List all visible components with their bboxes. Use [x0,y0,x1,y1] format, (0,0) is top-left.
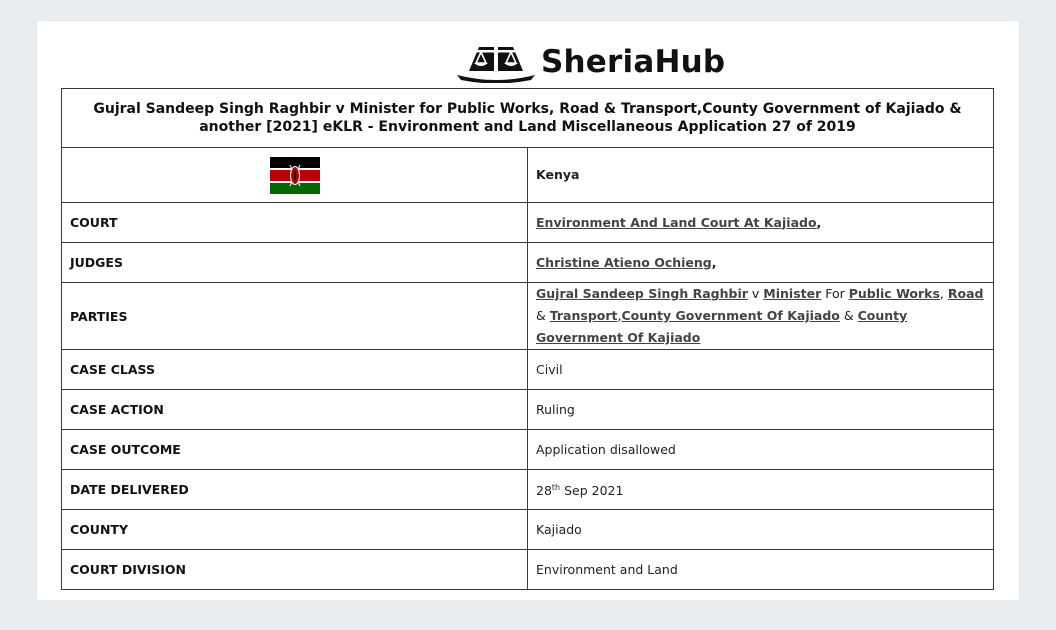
kenya-flag-icon [270,157,320,194]
title-row [62,89,994,148]
case-outcome-value: Application disallowed [528,430,994,470]
party-link[interactable]: County Government Of Kajiado [536,308,908,345]
case-action-value: Ruling [528,390,994,430]
parties-row [62,283,994,350]
party-separator: , [939,286,948,301]
case-outcome-row [62,430,994,470]
date-ordinal: th [551,482,561,492]
party-separator: For [821,286,849,301]
court-division-value: Environment and Land [528,550,994,590]
scales-of-justice-logo-icon [455,41,537,83]
date-delivered-value [528,470,994,510]
parties-label: PARTIES [62,283,528,350]
date-rest: Sep 2021 [560,483,624,499]
brand-name: SheriaHub [541,44,726,80]
court-label: COURT [62,203,528,243]
court-value-cell [528,203,994,243]
county-row [62,510,994,550]
judges-suffix: , [711,254,717,270]
case-action-row [62,390,994,430]
country-value: Kenya [528,148,994,203]
date-day: 28 [536,483,552,499]
brand-header[interactable] [455,39,725,85]
flag-cell [62,148,528,203]
party-separator: , [617,308,622,323]
case-class-row [62,350,994,390]
court-suffix: , [816,214,822,230]
case-action-label: CASE ACTION [62,390,528,430]
case-info-table [61,88,994,590]
court-division-row [62,550,994,590]
parties-value-cell [528,283,994,350]
party-separator: & [839,308,858,323]
party-link[interactable]: Road [947,286,984,301]
county-value: Kajiado [528,510,994,550]
court-link[interactable]: Environment And Land Court At Kajiado [536,214,817,230]
case-title: Gujral Sandeep Singh Raghbir v Minister for Public Works, Road & Transport,County Government of Kajiado & another [2021] eKLR - Environment and Land Miscellaneous Application 27 of 2019 [62,89,994,148]
party-link[interactable]: Minister [763,286,822,301]
judges-row [62,243,994,283]
party-separator: v [747,286,764,301]
date-delivered-label: DATE DELIVERED [62,470,528,510]
party-link[interactable]: Transport [549,308,618,323]
case-class-label: CASE CLASS [62,350,528,390]
court-row [62,203,994,243]
party-link[interactable]: County Government Of Kajiado [621,308,840,323]
judges-label: JUDGES [62,243,528,283]
judges-value-cell [528,243,994,283]
county-label: COUNTY [62,510,528,550]
party-link[interactable]: Public Works [848,286,940,301]
date-delivered-row [62,470,994,510]
judge-link[interactable]: Christine Atieno Ochieng [536,254,712,270]
case-class-value: Civil [528,350,994,390]
court-division-label: COURT DIVISION [62,550,528,590]
case-card [37,21,1019,600]
case-outcome-label: CASE OUTCOME [62,430,528,470]
country-row [62,148,994,203]
party-link[interactable]: Gujral Sandeep Singh Raghbir [536,286,748,301]
party-separator: & [536,308,550,323]
